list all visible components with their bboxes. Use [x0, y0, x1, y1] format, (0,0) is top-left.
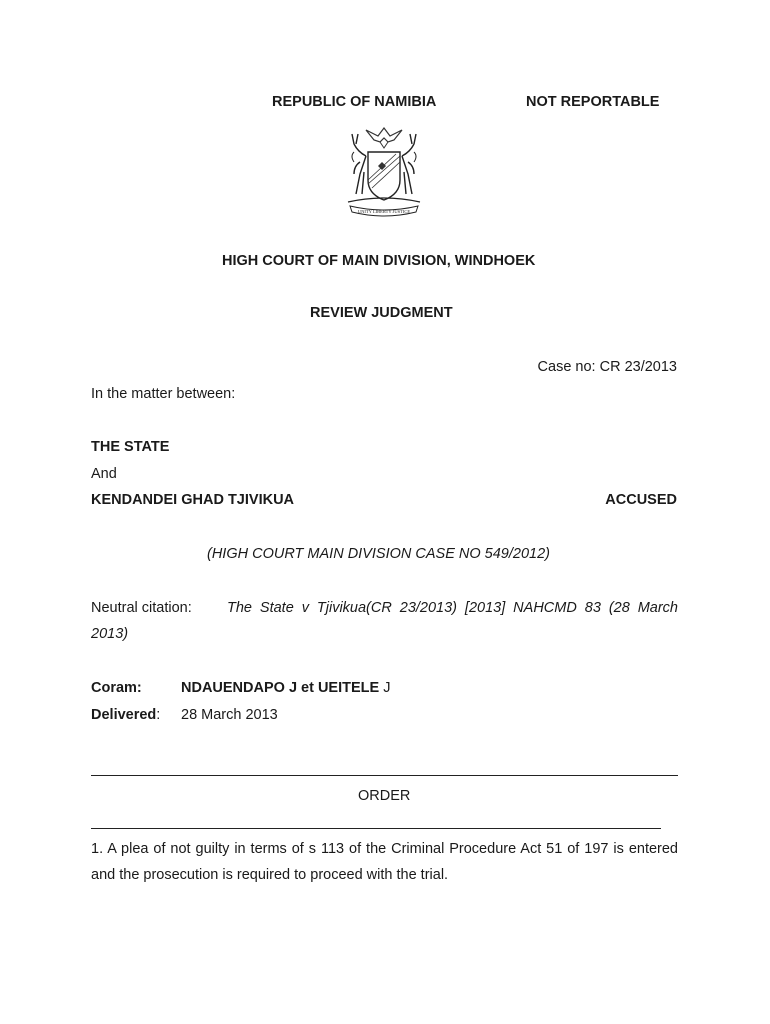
citation-text-line1: The State v Tjivikua(CR 23/2013) [2013] NAHCMD 83 (28 March: [227, 600, 678, 616]
party-state: THE STATE: [91, 439, 170, 455]
citation-text-line2: 2013): [91, 626, 129, 642]
coram-label: Coram:: [91, 680, 142, 696]
accused-role: ACCUSED: [605, 492, 677, 508]
citation-label: Neutral citation:: [91, 600, 192, 616]
coram-judges: [181, 680, 390, 696]
coram-judges-names: NDAUENDAPO J et UEITELE: [181, 680, 380, 696]
matter-intro: In the matter between:: [91, 386, 236, 402]
coat-of-arms-emblem: [336, 122, 432, 218]
court-name: HIGH COURT OF MAIN DIVISION, WINDHOEK: [222, 253, 536, 269]
delivered-label: [91, 707, 160, 723]
order-heading: ORDER: [358, 788, 411, 804]
delivered-colon: :: [156, 707, 161, 723]
coram-judges-suffix: J: [383, 680, 391, 696]
reportable-label: NOT REPORTABLE: [526, 94, 660, 110]
order-paragraph-1: 1. A plea of not guilty in terms of s 113 of the Criminal Procedure Act 51 of 197 is entered and the prosecution is required to proceed with the trial.: [91, 841, 678, 883]
crest-motto: UNITY LIBERTY JUSTICE: [357, 209, 411, 214]
order-top-rule: [91, 775, 678, 776]
delivered-date: 28 March 2013: [181, 707, 278, 723]
judgment-type: REVIEW JUDGMENT: [310, 305, 453, 321]
case-number: Case no: CR 23/2013: [537, 359, 677, 375]
republic-heading: REPUBLIC OF NAMIBIA: [272, 94, 437, 110]
delivered-label-text: Delivered: [91, 707, 157, 723]
accused-name: KENDANDEI GHAD TJIVIKUA: [91, 492, 295, 508]
high-court-case-number: (HIGH COURT MAIN DIVISION CASE NO 549/2012): [207, 546, 550, 562]
party-and: And: [91, 466, 117, 482]
order-bottom-rule: [91, 828, 661, 829]
